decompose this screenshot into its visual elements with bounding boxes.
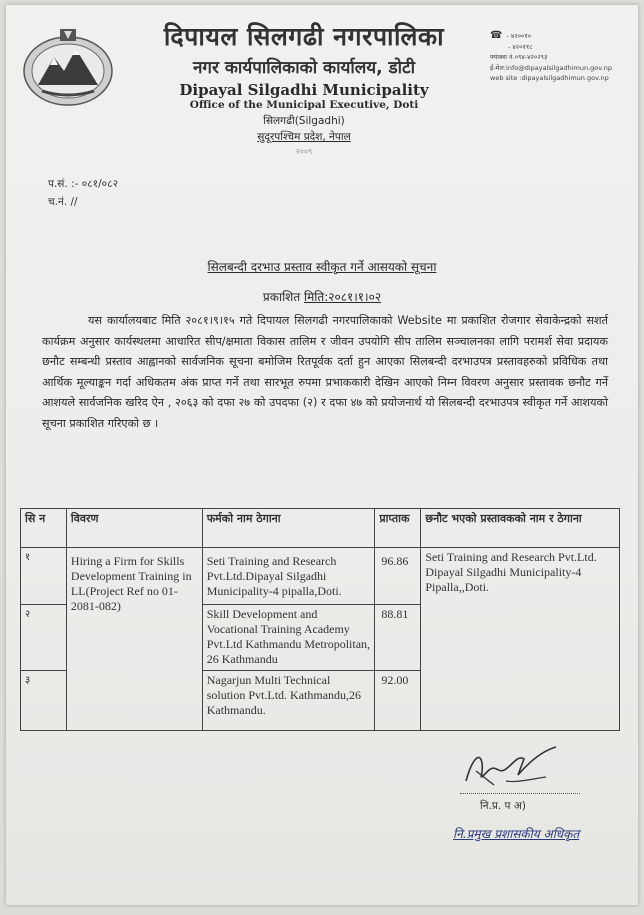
phone-icon: ☎ xyxy=(490,30,503,41)
firm-cell: Seti Training and Research Pvt.Ltd.Dipayal Silgadhi Municipality-4 pipalla,Doti. xyxy=(202,548,375,605)
notice-body: यस कार्यालयबाट मिति २०८१।९।१५ गते दिपायल सिलगढी नगरपालिकाको Website मा प्रकाशित रोजगार सेवाकेन्द्रको सशर्त कार्यक्रम अनुसार कार्यस्थलमा आधारित सीप/क्षमाता विकास तालिम र जीवन उपयोगि सीप तालिम सञ्चालनका लागि परामर्श सेवा प्रदायक छनौट सम्बन्धी प्रस्ताव आह्वानको सार्वजनिक सूचना बमोजिम रितपूर्वक दर्ता हुन आएका सिलबन्दी दरभाउपत्र प्रस्तावहरुको प्रविधिक तथा आर्थिक मूल्याङ्कन गर्दा अधिकतम अंक प्राप्त गर्ने तथा सारभूत रुपमा प्रभाककारी देखिन आएको निम्न विवरण अनुसार प्रस्तावक छनौट गर्ने आशयले सार्वजनिक खरिद ऐन , २०६३ को दफा २७ को उपदफा (२) र दफा ४७ को प्रयोजनार्थ यो सिलबन्दी दरभाउपत्र स्वीकृत गर्ने आशयको सूचना प्रकाशित गरिएको छ । xyxy=(42,314,608,430)
score-cell: 92.00 xyxy=(375,671,421,731)
col-header-selected: छनौट भएको प्रस्तावकको नाम र ठेगाना xyxy=(421,509,620,548)
website: web site :dipayalsilgadhimun.gov.np xyxy=(490,74,609,82)
location-np: सिलगढी(Silgadhi) xyxy=(263,115,345,127)
office-name-en: Office of the Municipal Executive, Doti xyxy=(189,99,419,111)
score-cell: 88.81 xyxy=(375,605,421,671)
municipality-name-np: दिपायल सिलगढी नगरपालिका xyxy=(163,22,445,51)
description-cell: Hiring a Firm for Skills Development Training in LL(Project Ref no 01-2081-082) xyxy=(66,548,202,731)
row-sn: २ xyxy=(21,605,67,671)
score-cell: 96.86 xyxy=(375,548,421,605)
ps-number: प.सं. :- ०८१/०८२ xyxy=(48,178,119,190)
notice-document xyxy=(6,5,638,905)
selected-firm-cell: Seti Training and Research Pvt.Ltd. Dipayal Silgadhi Municipality-4 Pipalla,,Doti. xyxy=(421,548,620,731)
evaluation-table xyxy=(20,508,620,731)
signature-icon xyxy=(446,741,576,793)
signature-line xyxy=(460,793,580,794)
table-row xyxy=(21,548,620,605)
notice-title: सिलबन्दी दरभाउ प्रस्ताव स्वीकृत गर्ने आसयको सूचना xyxy=(207,260,437,274)
reference-numbers xyxy=(48,175,118,211)
municipality-name-en: Dipayal Silgadhi Municipality xyxy=(179,81,429,99)
row-sn: १ xyxy=(21,548,67,605)
contact-block xyxy=(490,31,630,84)
signatory-title: नि.प्रमुख प्रशासकीय अधिकृत xyxy=(453,827,580,841)
signatory-name: नि.प्र. प अ) xyxy=(480,800,526,812)
published-label: प्रकाशित xyxy=(262,290,301,304)
email: ई-मेल:info@dipayalsilgadhimun.gov.np xyxy=(490,63,612,72)
phone-1: - ४२००१० xyxy=(506,32,532,40)
firm-cell: Skill Development and Vocational Training Academy Pvt.Ltd Kathmandu Metropolitan, 26 Kathmandu xyxy=(202,605,375,671)
province-np: सुदूरपश्चिम प्रदेश, नेपाल xyxy=(257,131,351,143)
col-header-sn: सि न xyxy=(21,509,67,548)
firm-cell: Nagarjun Multi Technical solution Pvt.Ltd. Kathmandu,26 Kathmandu. xyxy=(202,671,375,731)
municipality-emblem-icon xyxy=(20,25,116,109)
col-header-description: विवरण xyxy=(66,509,202,548)
fax: फ्याक्स नं.०९४-४२०२९३ xyxy=(490,53,548,61)
published-date-line xyxy=(6,288,638,305)
col-header-firm: फर्मको नाम ठेगाना xyxy=(202,509,375,548)
office-name-np: नगर कार्यपालिकाको कार्यालय, डोटी xyxy=(193,58,415,78)
published-date: मिति:२०८१।१।०२ xyxy=(304,290,382,304)
table-header-row xyxy=(21,509,620,548)
row-sn: ३ xyxy=(21,671,67,731)
established-year: २००९ xyxy=(295,147,313,156)
col-header-score: प्राप्ताक xyxy=(375,509,421,548)
letterhead xyxy=(124,19,484,157)
phone-2: - ४२०११८ xyxy=(508,42,533,51)
chn-number: च.नं. // xyxy=(48,196,78,208)
